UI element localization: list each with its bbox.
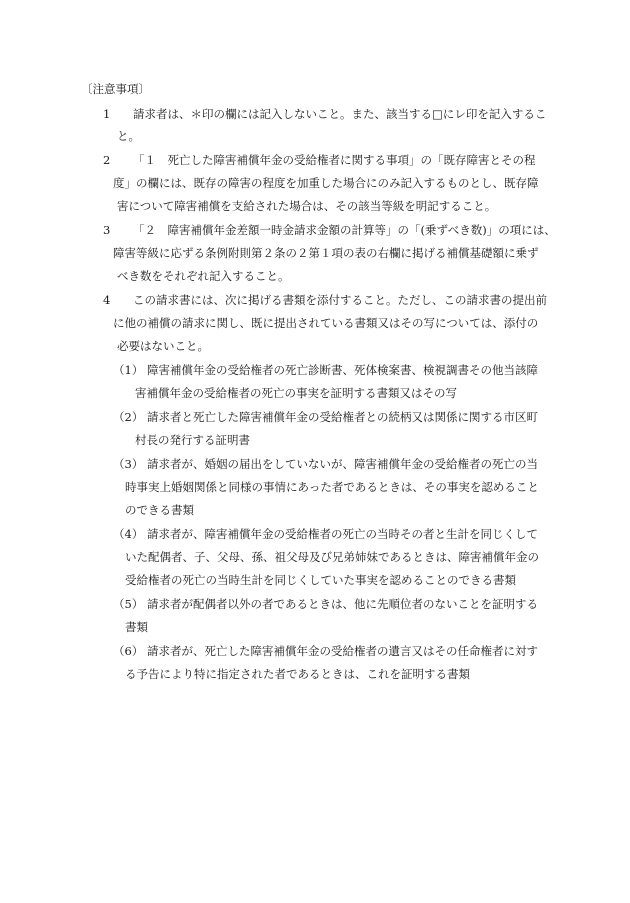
subitem-6-line-2: る予告により特に指定された者であるときは、これを証明する書類 — [125, 667, 470, 681]
subitem-1-line-1 — [113, 360, 538, 380]
item-4-line-1 — [103, 290, 547, 310]
subitem-3-line-2: 時事実上婚姻関係と同様の事情にあった者であるときは、その事実を認めること — [125, 480, 539, 494]
item-4-line-3: 必要はないこと。 — [117, 339, 209, 353]
subitem-4-line-3: 受給権者の死亡の当時生計を同じくしていた事実を認めることのできる書類 — [125, 573, 516, 587]
subitem-3-number: （3） — [113, 457, 144, 471]
item-1-line-2: と。 — [117, 129, 140, 143]
item-3-text-1: 「２ 障害補償年金差額一時金請求金額の計算等」の「(乗ずべき数)」の項には、 — [133, 223, 556, 237]
item-3-number: 3 — [103, 223, 111, 237]
item-2-line-1 — [103, 150, 536, 170]
subitem-6-number: （6） — [113, 644, 144, 658]
item-1-number: 1 — [103, 107, 111, 121]
item-4-line-2: に他の補償の請求に関し、既に提出されている書類又はその写については、添付の — [113, 316, 539, 330]
notes-heading: 〔注意事項〕 — [81, 82, 150, 96]
item-2-line-2: 度」の欄には、既存の障害の程度を加重した場合にのみ記入するものとし、既存障 — [113, 176, 539, 190]
item-2-line-3: 害について障害補償を支給された場合は、その該当等級を明記すること。 — [117, 199, 497, 213]
subitem-2-line-1 — [113, 407, 538, 427]
subitem-5-number: （5） — [113, 597, 144, 611]
item-2-text-1: 「１ 死亡した障害補償年金の受給権者に関する事項」の「既存障害とその程 — [133, 153, 536, 167]
subitem-4-line-2: いた配偶者、子、父母、孫、祖父母及び兄弟姉妹であるときは、障害補償年金の — [125, 550, 539, 564]
subitem-4-text-1: 請求者が、障害補償年金の受給権者の死亡の当時その者と生計を同じくして — [147, 527, 538, 541]
subitem-3-text-1: 請求者が、婚姻の届出をしていないが、障害補償年金の受給権者の死亡の当 — [147, 457, 538, 471]
subitem-6-line-1 — [113, 641, 538, 661]
item-1-text-1: 請求者は、＊印の欄には記入しないこと。また、該当する□にレ印を記入するこ — [133, 107, 547, 121]
subitem-1-line-2: 害補償年金の受給権者の死亡の事実を証明する書類又はその写 — [135, 386, 457, 400]
subitem-2-line-2: 村長の発行する証明書 — [135, 433, 250, 447]
subitem-2-number: （2） — [113, 410, 144, 424]
subitem-5-line-1 — [113, 594, 538, 614]
item-3-line-1 — [103, 220, 556, 240]
subitem-5-line-2: 書類 — [125, 620, 148, 634]
subitem-3-line-3: のできる書類 — [125, 503, 194, 517]
item-3-line-2: 障害等級に応ずる条例附則第２条の２第１項の表の右欄に掲げる補償基礎額に乗ず — [113, 246, 539, 260]
subitem-4-line-1 — [113, 524, 538, 544]
subitem-3-line-1 — [113, 454, 538, 474]
subitem-2-text-1: 請求者と死亡した障害補償年金の受給権者との続柄又は関係に関する市区町 — [147, 410, 538, 424]
item-4-text-1: この請求書には、次に掲げる書類を添付すること。ただし、この請求書の提出前 — [133, 293, 547, 307]
subitem-5-text-1: 請求者が配偶者以外の者であるときは、他に先順位者のないことを証明する — [147, 597, 538, 611]
subitem-1-number: （1） — [113, 363, 144, 377]
item-3-line-3: べき数をそれぞれ記入すること。 — [117, 269, 290, 283]
subitem-1-text-1: 障害補償年金の受給権者の死亡診断書、死体検案書、検視調書その他当該障 — [147, 363, 538, 377]
subitem-4-number: （4） — [113, 527, 144, 541]
item-1-line-1 — [103, 104, 546, 124]
item-2-number: 2 — [103, 153, 111, 167]
item-4-number: 4 — [103, 293, 111, 307]
subitem-6-text-1: 請求者が、死亡した障害補償年金の受給権者の遺言又はその任命権者に対す — [147, 644, 538, 658]
